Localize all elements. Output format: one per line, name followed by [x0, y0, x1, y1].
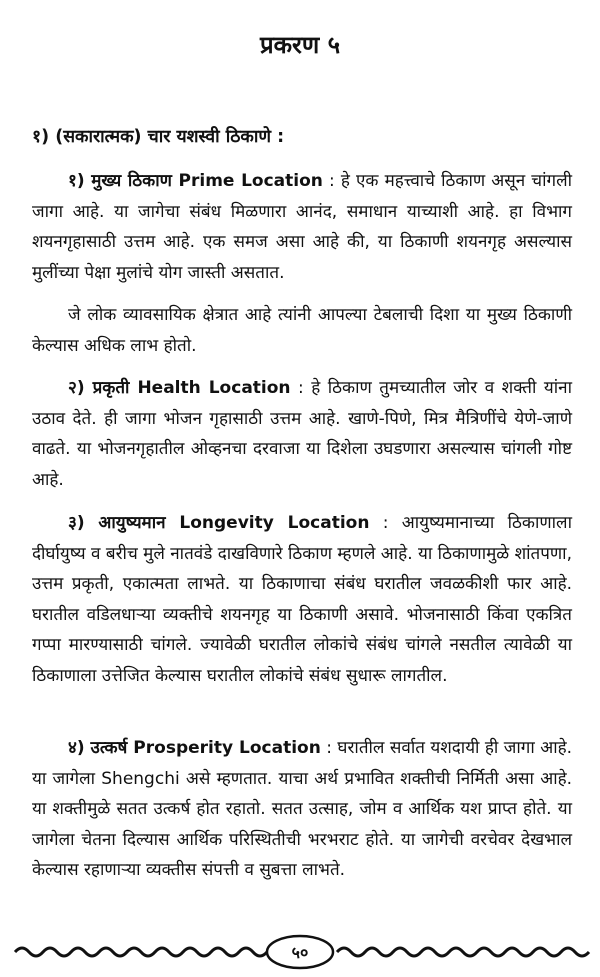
- wave-left: [15, 948, 267, 956]
- paragraph-health-location: [32, 373, 572, 495]
- paragraph-longevity-location: [32, 508, 572, 691]
- page-number: ५०: [291, 943, 309, 962]
- paragraph-text: : हे ठिकाण तुमच्यातील जोर व शक्ती यांना उठाव देते. ही जागा भोजन गृहासाठी उत्तम आहे. खाणे-पिणे, मित्र मैत्रिणींचे येणे-जाणे वाढते. या भोजनगृहातील ओव्हनचा दरवाजा या दिशेला उघडणारा असल्यास चांगली गोष्ट आहे.: [32, 378, 572, 490]
- section-heading: १) (सकारात्मक) चार यशस्वी ठिकाणे :: [32, 127, 285, 147]
- paragraph-label: २) प्रकृती Health Location: [68, 378, 291, 398]
- paragraph-prime-location: [32, 166, 572, 288]
- paragraph-text: जे लोक व्यावसायिक क्षेत्रात आहे त्यांनी आपल्या टेबलाची दिशा या मुख्य ठिकाणी केल्यास अधिक लाभ होतो.: [32, 305, 572, 356]
- wave-right: [337, 948, 589, 956]
- paragraph-label: १) मुख्य ठिकाण Prime Location: [68, 171, 323, 191]
- paragraph-prosperity-location: [32, 733, 572, 886]
- chapter-title: प्रकरण ५: [259, 31, 341, 59]
- paragraph-text: : आयुष्यमानाच्या ठिकाणाला दीर्घायुष्य व बरीच मुले नातवंडे दाखविणारे ठिकाण म्हणले आहे. या ठिकाणामुळे शांतपणा, उत्तम प्रकृती, एकात्मता लाभते. या ठिकाणाचा संबंध घरातील जवळकीशी फार आहे. घरातील वडिलधाऱ्या व्यक्तीचे शयनगृह या ठिकाणी असावे. भोजनासाठी किंवा एकत्रित गप्पा मारण्यासाठी चांगले. ज्यावेळी घरातील लोकांचे संबंध चांगले नसतील त्यावेळी या ठिकाणाला उत्तेजित केल्यास घरातील लोकांचे संबंध सुधारू लागतील.: [32, 513, 572, 686]
- paragraph-label: ३) आयुष्यमान Longevity Location: [68, 513, 370, 533]
- footer-ornament: [0, 930, 600, 975]
- paragraph-label: ४) उत्कर्ष Prosperity Location: [68, 738, 321, 758]
- paragraph-business: [32, 300, 572, 361]
- paragraph-text: : घरातील सर्वात यशदायी ही जागा आहे. या जागेला Shengchi असे म्हणतात. याचा अर्थ प्रभावित शक्तीची निर्मिती असा आहे. या शक्तीमुळे सतत उत्कर्ष होत रहातो. सतत उत्साह, जोम व आर्थिक यश प्राप्त होते. या जागेला चेतना दिल्यास आर्थिक परिस्थितीची भरभराट होते. या जागेची वरचेवर देखभाल केल्यास रहाणाऱ्या व्यक्तीस संपत्ती व सुबत्ता लाभते.: [32, 738, 572, 880]
- paragraph-text: : हे एक महत्त्वाचे ठिकाण असून चांगली जागा आहे. या जागेचा संबंध मिळणारा आनंद, समाधान याच्याशी आहे. हा विभाग शयनगृहासाठी उत्तम आहे. एक समज असा आहे की, या ठिकाणी शयनगृह असल्यास मुलींच्या पेक्षा मुलांचे योग जास्ती असतात.: [32, 171, 572, 283]
